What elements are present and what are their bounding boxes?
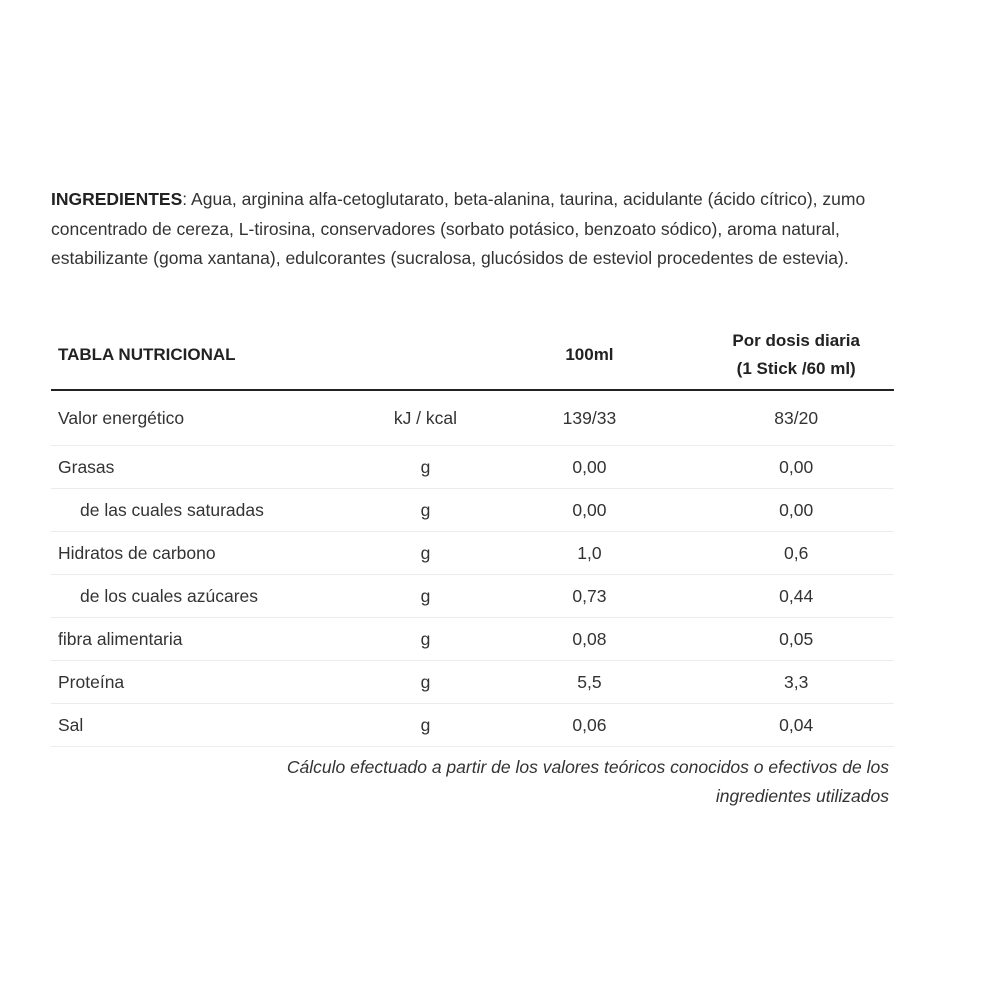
nutrient-per-dose: 0,00: [698, 446, 894, 489]
nutrient-unit: g: [370, 618, 480, 661]
nutrition-table: [51, 321, 894, 747]
ingredients-label: INGREDIENTES: [51, 189, 183, 209]
table-row: [51, 661, 894, 704]
header-per-dose-line1: Por dosis diaria: [732, 331, 860, 350]
table-row: [51, 575, 894, 618]
table-row: [51, 532, 894, 575]
table-header-row: [51, 321, 894, 390]
nutrient-unit: g: [370, 704, 480, 747]
nutrient-unit: g: [370, 532, 480, 575]
nutrient-per-100ml: 0,08: [480, 618, 698, 661]
nutrient-unit: g: [370, 489, 480, 532]
header-unit: [370, 321, 480, 390]
nutrient-unit: g: [370, 446, 480, 489]
table-row: [51, 390, 894, 446]
nutrient-per-100ml: 0,06: [480, 704, 698, 747]
nutrient-per-100ml: 139/33: [480, 390, 698, 446]
nutrient-name: Grasas: [51, 446, 370, 489]
nutrient-name: Sal: [51, 704, 370, 747]
table-row: [51, 446, 894, 489]
nutrient-per-100ml: 1,0: [480, 532, 698, 575]
footnote-line2: ingredientes utilizados: [715, 786, 889, 806]
nutrient-per-dose: 0,44: [698, 575, 894, 618]
nutrient-unit: g: [370, 575, 480, 618]
footnote: [51, 753, 889, 811]
header-per-100ml: 100ml: [480, 321, 698, 390]
nutrient-name: de los cuales azúcares: [51, 575, 370, 618]
ingredients-paragraph: [51, 185, 893, 274]
ingredients-text: : Agua, arginina alfa-cetoglutarato, beta-alanina, taurina, acidulante (ácido cítrico), zumo concentrado de cereza, L-tirosina, conservadores (sorbato potásico, benzoato sódico), aroma natural, estabilizante (goma xantana), edulcorantes (sucralosa, glucósidos de esteviol procedentes de estevia).: [51, 189, 866, 268]
nutrient-per-100ml: 0,73: [480, 575, 698, 618]
table-row: [51, 704, 894, 747]
nutrient-per-100ml: 5,5: [480, 661, 698, 704]
nutrient-name: Proteína: [51, 661, 370, 704]
header-per-dose-line2: (1 Stick /60 ml): [736, 359, 856, 378]
header-name: TABLA NUTRICIONAL: [51, 321, 370, 390]
nutrient-name: de las cuales saturadas: [51, 489, 370, 532]
nutrient-name: Hidratos de carbono: [51, 532, 370, 575]
header-per-dose: [698, 321, 894, 390]
nutrient-name: fibra alimentaria: [51, 618, 370, 661]
nutrient-unit: kJ / kcal: [370, 390, 480, 446]
table-row: [51, 489, 894, 532]
nutrient-per-dose: 0,6: [698, 532, 894, 575]
nutrient-unit: g: [370, 661, 480, 704]
ingredients-section: [51, 185, 893, 274]
nutrient-name: Valor energético: [51, 390, 370, 446]
nutrient-per-100ml: 0,00: [480, 446, 698, 489]
nutrient-per-dose: 3,3: [698, 661, 894, 704]
nutrient-per-100ml: 0,00: [480, 489, 698, 532]
nutrient-per-dose: 0,00: [698, 489, 894, 532]
nutrient-per-dose: 0,04: [698, 704, 894, 747]
footnote-line1: Cálculo efectuado a partir de los valores teóricos conocidos o efectivos de los: [286, 757, 889, 777]
table-row: [51, 618, 894, 661]
nutrient-per-dose: 0,05: [698, 618, 894, 661]
nutrient-per-dose: 83/20: [698, 390, 894, 446]
